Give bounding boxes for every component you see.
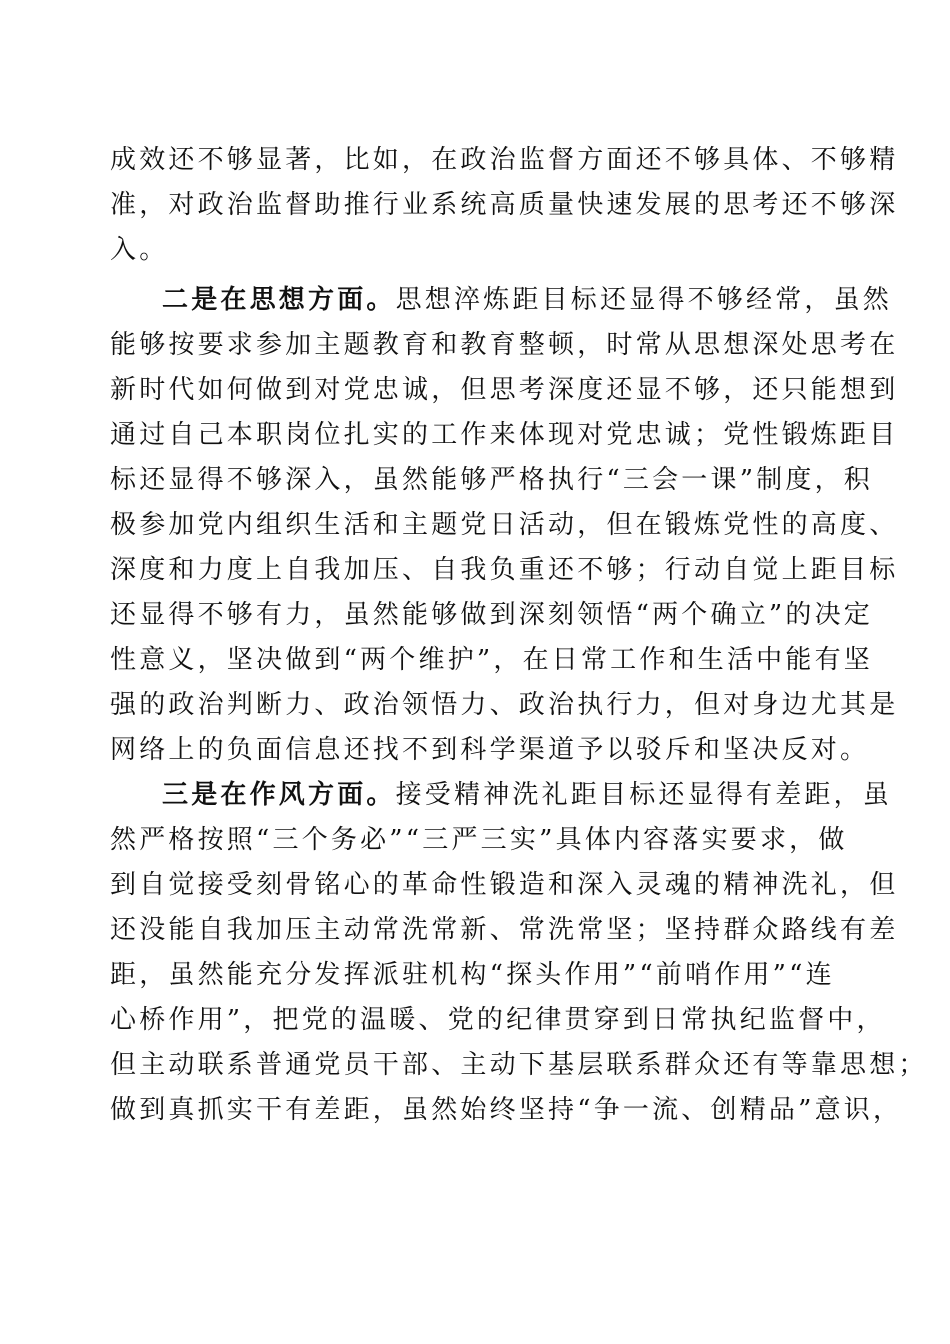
paragraph3-line-8: 做到真抓实干有差距，虽然始终坚持“争一流、创精品”意识，: [110, 1095, 903, 1125]
paragraph1-line-2: 准，对政治监督助推行业系统高质量快速发展的思考还不够深: [110, 190, 899, 220]
paragraph3-first-line-text: 接受精神洗礼距目标还显得有差距，虽: [395, 780, 893, 810]
paragraph2-line-4: 通过自己本职岗位扎实的工作来体现对党忠诚；党性锻炼距目: [110, 420, 899, 450]
paragraph2-line-2: 能够按要求参加主题教育和教育整顿，时常从思想深处思考在: [110, 330, 899, 360]
paragraph2-line-7: 深度和力度上自我加压、自我负重还不够；行动自觉上距目标: [110, 555, 899, 585]
paragraph1-line-1: 成效还不够显著，比如，在政治监督方面还不够具体、不够精: [110, 145, 899, 175]
paragraph2-line-3: 新时代如何做到对党忠诚，但思考深度还显不够，还只能想到: [110, 375, 899, 405]
paragraph3-line-6: 心桥作用”，把党的温暖、党的纪律贯穿到日常执纪监督中，: [110, 1005, 886, 1035]
paragraph2-first-line-text: 思想淬炼距目标还显得不够经常，虽然: [395, 285, 893, 315]
paragraph3-first-line: [162, 775, 893, 815]
paragraph3-line-5: 距，虽然能充分发挥派驻机构“探头作用”“前哨作用”“连: [110, 960, 835, 990]
paragraph2-line-6: 极参加党内组织生活和主题党日活动，但在锻炼党性的高度、: [110, 510, 899, 540]
paragraph3-line-3: 到自觉接受刻骨铭心的革命性锻造和深入灵魂的精神洗礼，但: [110, 870, 899, 900]
paragraph2-line-9: 性意义，坚决做到“两个维护”，在日常工作和生活中能有坚: [110, 645, 873, 675]
paragraph2-line-5: 标还显得不够深入，虽然能够严格执行“三会一课”制度，积: [110, 465, 873, 495]
paragraph2-line-8: 还显得不够有力，虽然能够做到深刻领悟“两个确立”的决定: [110, 600, 873, 630]
paragraph2-heading: 二是在思想方面。: [162, 285, 396, 315]
paragraph3-line-2: 然严格按照“三个务必”“三严三实”具体内容落实要求，做: [110, 825, 848, 855]
paragraph2-line-10: 强的政治判断力、政治领悟力、政治执行力，但对身边尤其是: [110, 690, 899, 720]
paragraph2-first-line: [162, 280, 893, 320]
paragraph3-heading: 三是在作风方面。: [162, 780, 396, 810]
paragraph1-line-3: 入。: [110, 235, 169, 265]
paragraph3-line-7: 但主动联系普通党员干部、主动下基层联系群众还有等靠思想；: [110, 1050, 928, 1080]
paragraph3-line-4: 还没能自我加压主动常洗常新、常洗常坚；坚持群众路线有差: [110, 915, 899, 945]
paragraph2-line-11: 网络上的负面信息还找不到科学渠道予以驳斥和坚决反对。: [110, 735, 870, 765]
